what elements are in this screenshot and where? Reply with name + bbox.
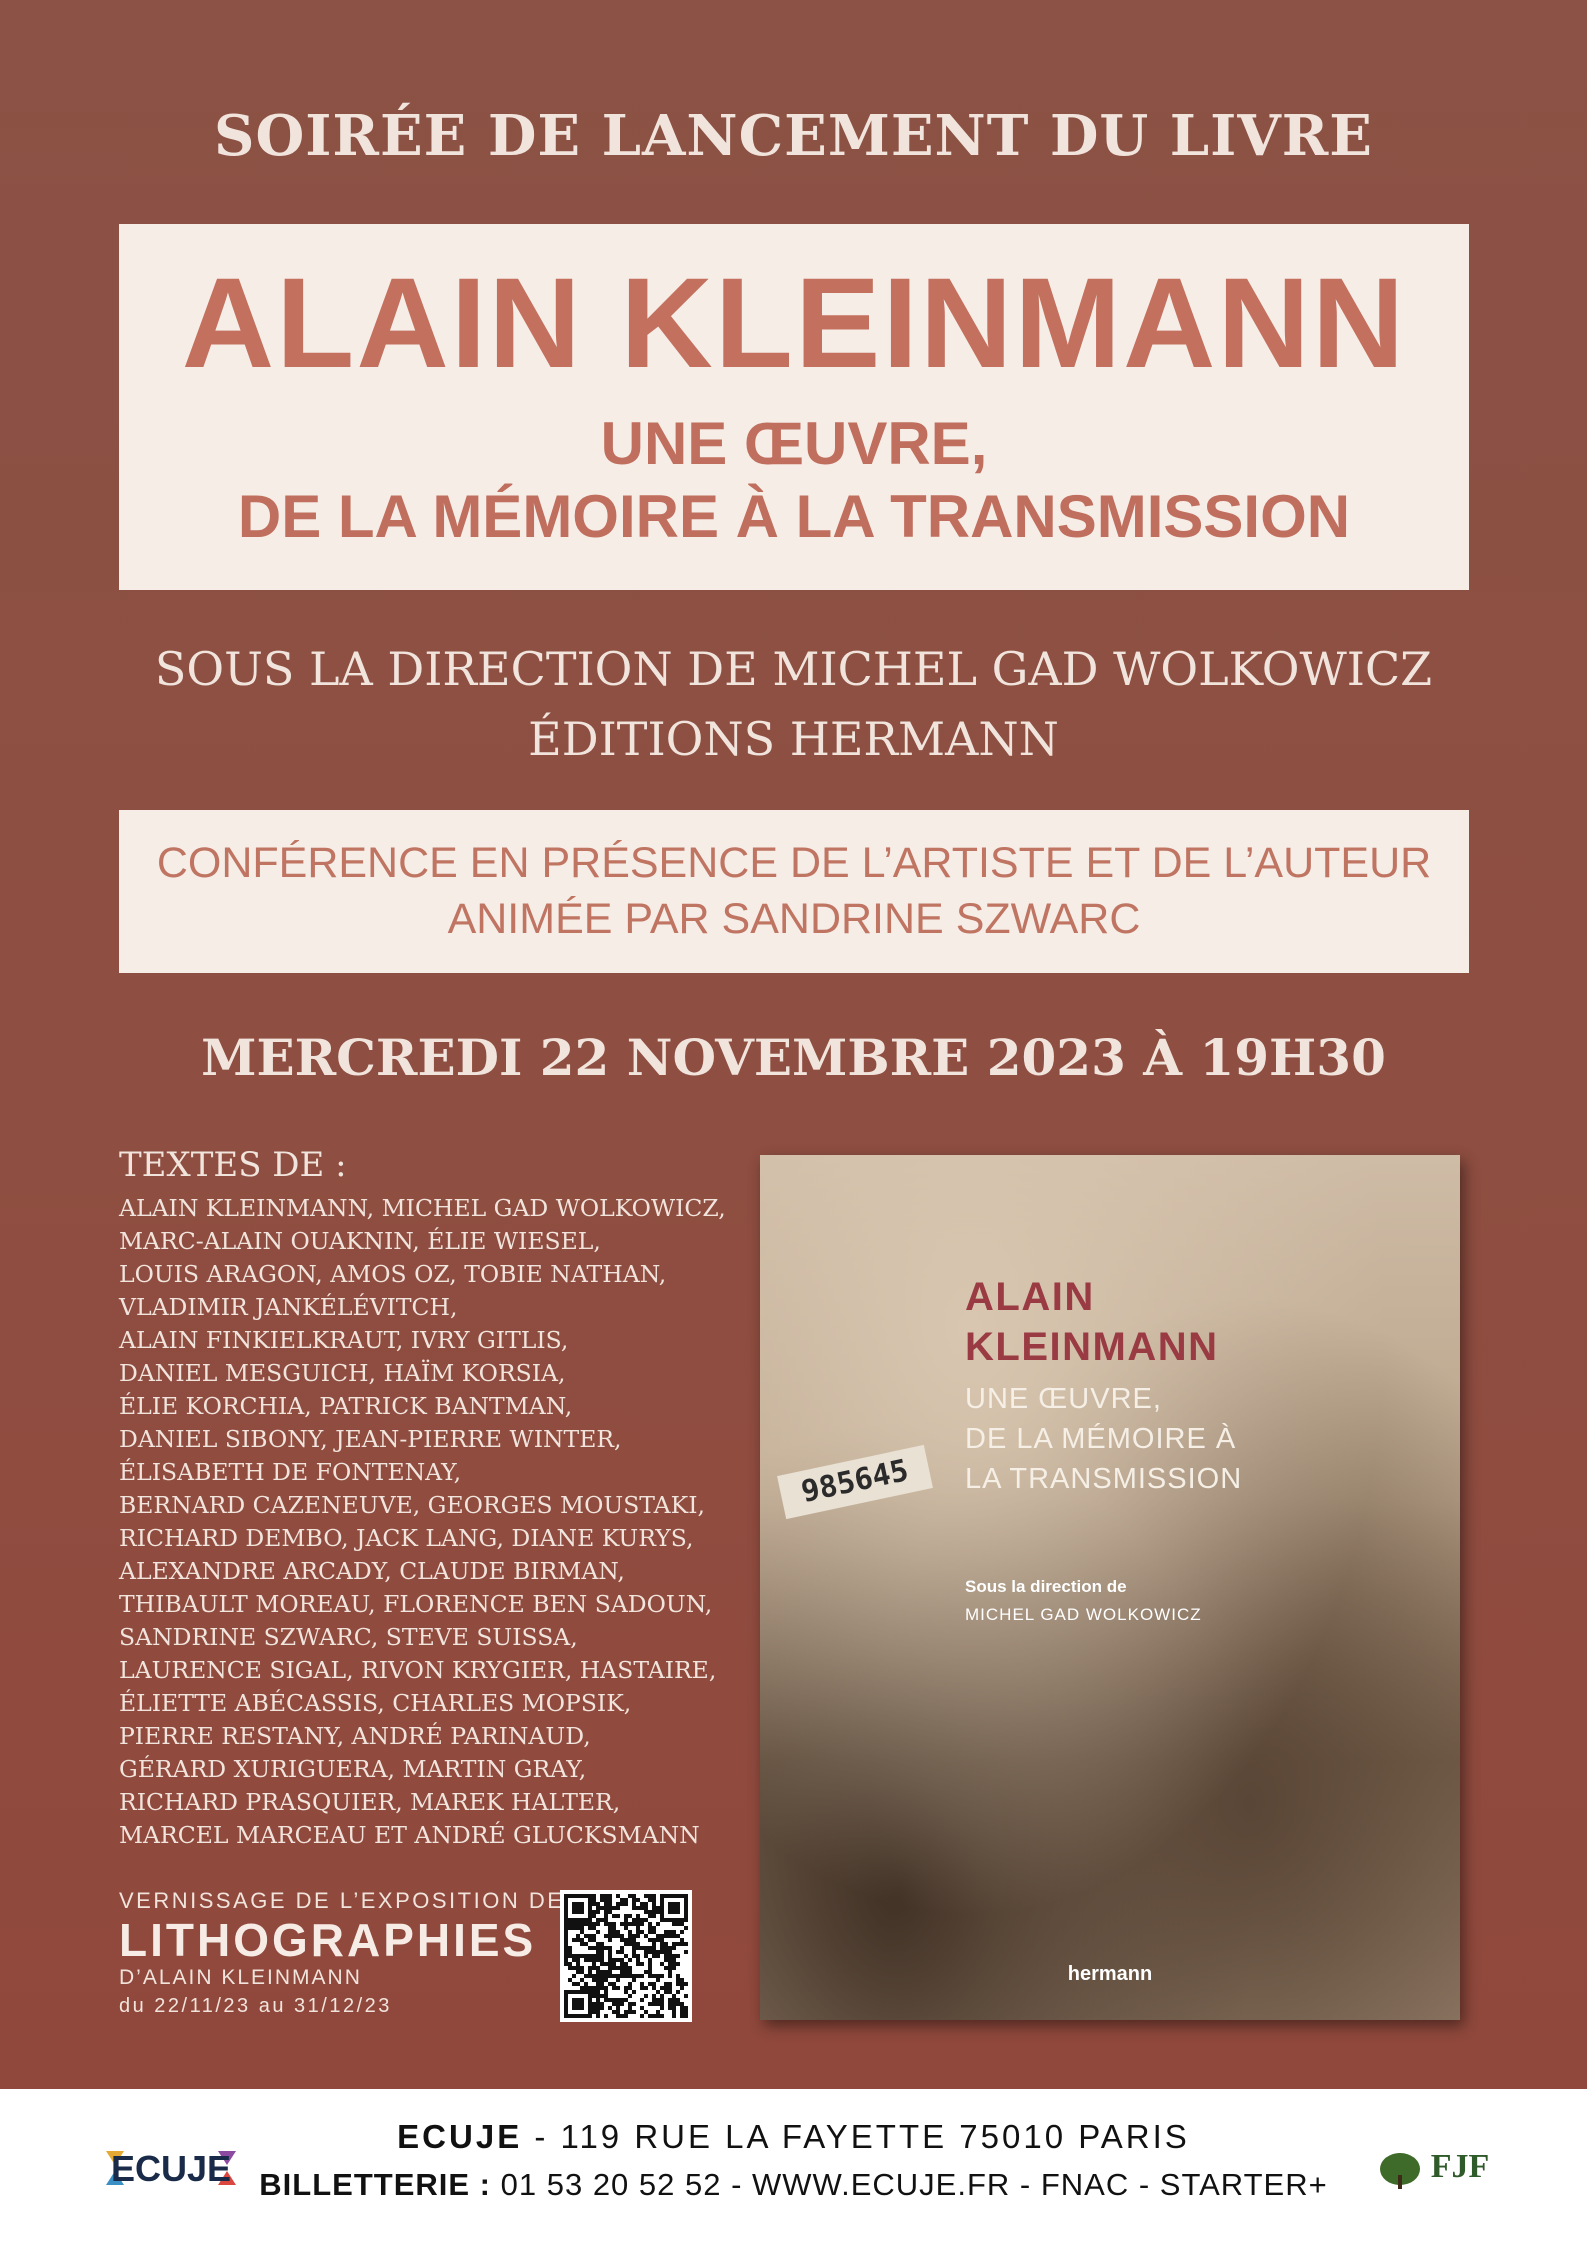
book-subtitle-line-2: DE LA MÉMOIRE À LA TRANSMISSION xyxy=(237,483,1351,550)
contributor-line: BERNARD CAZENEUVE, GEORGES MOUSTAKI, xyxy=(119,1491,705,1519)
contributor-line: DANIEL SIBONY, JEAN-PIERRE WINTER, xyxy=(119,1425,622,1453)
book-cover-title-1: ALAIN xyxy=(965,1275,1095,1319)
contributor-line: MARC-ALAIN OUAKNIN, ÉLIE WIESEL, xyxy=(119,1227,601,1255)
book-cover-title-2: KLEINMANN xyxy=(965,1325,1219,1369)
exhibition-dates: du 22/11/23 au 31/12/23 xyxy=(119,1995,392,2017)
contributor-line: PIERRE RESTANY, ANDRÉ PARINAUD, xyxy=(119,1722,591,1750)
exhibition-line-1: VERNISSAGE DE L’EXPOSITION DE xyxy=(119,1888,565,1913)
contributors-list xyxy=(119,1192,726,1852)
exhibition-title: LITHOGRAPHIES xyxy=(119,1914,537,1966)
texts-label: TEXTES DE : xyxy=(119,1145,347,1185)
ecuje-logo-text: ECUJE xyxy=(110,2148,232,2189)
contributor-line: VLADIMIR JANKÉLÉVITCH, xyxy=(119,1293,458,1321)
contributor-line: LAURENCE SIGAL, RIVON KRYGIER, HASTAIRE, xyxy=(119,1656,717,1684)
contributor-line: ÉLISABETH DE FONTENAY, xyxy=(119,1458,462,1486)
fjf-logo-text: FJF xyxy=(1430,2148,1490,2185)
conference-line-1: CONFÉRENCE EN PRÉSENCE DE L’ARTISTE ET DE L’AUTEUR xyxy=(156,839,1432,887)
book-cover-image xyxy=(760,1155,1460,2020)
contributor-line: LOUIS ARAGON, AMOS OZ, TOBIE NATHAN, xyxy=(119,1260,667,1288)
title-box xyxy=(119,224,1469,590)
venue-address xyxy=(0,2120,1587,2153)
contributor-line: ÉLIE KORCHIA, PATRICK BANTMAN, xyxy=(119,1392,573,1420)
contributor-line: ALAIN KLEINMANN, MICHEL GAD WOLKOWICZ, xyxy=(119,1194,726,1222)
conference-box xyxy=(119,810,1469,973)
book-cover-subtitle-2: DE LA MÉMOIRE À xyxy=(965,1423,1237,1455)
publisher-credit: ÉDITIONS HERMANN xyxy=(528,712,1059,766)
exhibition-line-3: D’ALAIN KLEINMANN xyxy=(119,1966,362,1989)
ticketing-details: 01 53 20 52 52 - WWW.ECUJE.FR - FNAC - STARTER+ xyxy=(491,2167,1328,2202)
artist-name: ALAIN KLEINMANN xyxy=(181,252,1407,395)
contributor-line: GÉRARD XURIGUERA, MARTIN GRAY, xyxy=(119,1755,587,1783)
book-subtitle-line-1: UNE ŒUVRE, xyxy=(600,410,988,477)
book-cover-direction-name: MICHEL GAD WOLKOWICZ xyxy=(965,1605,1202,1624)
book-cover-subtitle-3: LA TRANSMISSION xyxy=(965,1463,1243,1495)
contributor-line: ALAIN FINKIELKRAUT, IVRY GITLIS, xyxy=(119,1326,569,1354)
footer xyxy=(0,2089,1587,2245)
ticketing-info xyxy=(0,2169,1587,2200)
venue-address-text: - 119 RUE LA FAYETTE 75010 PARIS xyxy=(522,2118,1190,2155)
contributor-line: DANIEL MESGUICH, HAÏM KORSIA, xyxy=(119,1359,566,1387)
contributor-line: THIBAULT MOREAU, FLORENCE BEN SADOUN, xyxy=(119,1590,713,1618)
event-date: MERCREDI 22 NOVEMBRE 2023 À 19H30 xyxy=(201,1028,1386,1087)
book-cover-publisher: hermann xyxy=(1067,1963,1153,1985)
fjf-logo xyxy=(1378,2141,1500,2197)
event-heading: SOIRÉE DE LANCEMENT DU LIVRE xyxy=(214,103,1373,169)
contributor-line: RICHARD PRASQUIER, MAREK HALTER, xyxy=(119,1788,621,1816)
conference-line-2: ANIMÉE PAR SANDRINE SZWARC xyxy=(447,895,1141,943)
book-cover-direction-label: Sous la direction de xyxy=(965,1577,1127,1596)
contributor-line: RICHARD DEMBO, JACK LANG, DIANE KURYS, xyxy=(119,1524,694,1552)
contributor-line: MARCEL MARCEAU ET ANDRÉ GLUCKSMANN xyxy=(119,1821,700,1849)
ticketing-label: BILLETTERIE : xyxy=(259,2167,492,2202)
book-cover-number-tag: 985645 xyxy=(777,1445,933,1519)
contributor-line: SANDRINE SZWARC, STEVE SUISSA, xyxy=(119,1623,578,1651)
contributor-line: ÉLIETTE ABÉCASSIS, CHARLES MOPSIK, xyxy=(119,1689,632,1717)
qr-code[interactable] xyxy=(560,1890,692,2022)
book-cover-subtitle-1: UNE ŒUVRE, xyxy=(965,1383,1162,1415)
direction-credit: SOUS LA DIRECTION DE MICHEL GAD WOLKOWICZ xyxy=(154,642,1433,696)
contributor-line: ALEXANDRE ARCADY, CLAUDE BIRMAN, xyxy=(119,1557,625,1585)
venue-name: ECUJE xyxy=(397,2118,523,2155)
